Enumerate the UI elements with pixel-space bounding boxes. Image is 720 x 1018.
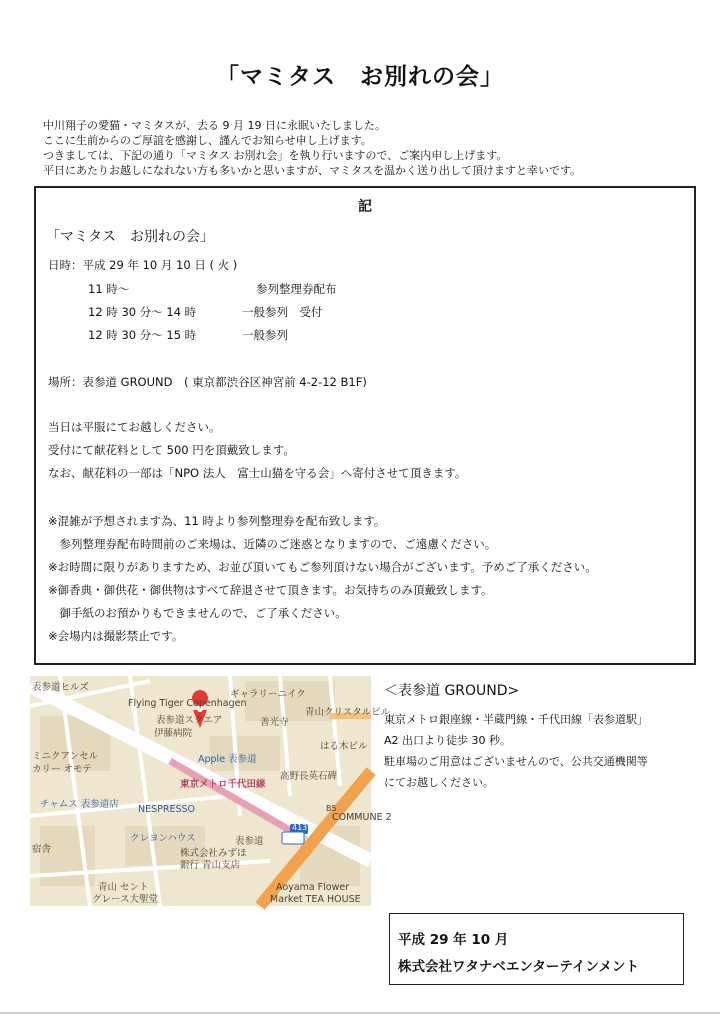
schedule-desc: 参列整理券配布 xyxy=(256,282,337,296)
map-label: カリー オモテ xyxy=(32,764,93,775)
notice-heading: 記 xyxy=(358,199,372,215)
intro-line: 中川翔子の愛猫・マミタスが、去る 9 月 19 日に永眠いたしました。 xyxy=(43,119,386,132)
note-line: ※御香典・御供花・御供物はすべて辞退させて頂きます。お気持ちのみ頂戴致します。 xyxy=(48,583,493,597)
map-label: COMMUNE 2 xyxy=(332,812,392,823)
map-label: 銀行 青山支店 xyxy=(180,860,241,871)
note-line: 御手紙のお預かりもできませんので、ご了承ください。 xyxy=(48,606,347,620)
area-map xyxy=(30,676,392,906)
note-line: ※混雑が予想されます為、11 時より参列整理券を配布致します。 xyxy=(48,514,386,528)
intro-line: ここに生前からのご厚誼を感謝し、謹んでお知らせ申し上げます。 xyxy=(43,134,372,147)
map-label: 表参道 xyxy=(235,836,264,847)
map-label: はる木ビル xyxy=(320,741,368,752)
intro-paragraph xyxy=(43,118,703,178)
map-label: Apple 表参道 xyxy=(198,754,257,765)
map-label: ギャラリーニイク xyxy=(230,689,306,700)
access-line: 東京メトロ銀座線・半蔵門線・千代田線「表参道駅」 xyxy=(384,713,648,726)
map-label: 表参道スクエア xyxy=(156,715,223,726)
schedule-time: 11 時〜 xyxy=(88,282,130,296)
access-line: 駐車場のご用意はございませんので、公共交通機関等 xyxy=(384,755,648,768)
map-label: 善光寺 xyxy=(260,717,289,728)
notice-box xyxy=(34,186,696,665)
route-shield-label: 413 xyxy=(292,823,308,832)
schedule-time: 12 時 30 分〜 14 時 xyxy=(88,305,197,319)
page-title: 「マミタス お別れの会」 xyxy=(216,64,504,90)
map-label: 東京メトロ千代田線 xyxy=(180,779,266,790)
schedule-time: 12 時 30 分〜 15 時 xyxy=(88,328,197,342)
map-label: 青山クリスタルビル xyxy=(305,707,391,718)
signature-date: 平成 29 年 10 月 xyxy=(398,932,509,948)
access-line: A2 出口より徒歩 30 秒。 xyxy=(384,734,512,747)
access-info xyxy=(384,709,648,793)
map-label: 青山 セント xyxy=(98,882,149,893)
event-title: 「マミタス お別れの会」 xyxy=(46,229,214,245)
event-place: 場所：表参道 GROUND ( 東京都渋谷区神宮前 4-2-12 B1F) xyxy=(48,375,367,389)
intro-line: つきましては、下記の通り「マミタス お別れ会」を執り行いますので、ご案内申し上げます。 xyxy=(43,149,508,162)
signature-box xyxy=(389,913,684,985)
map-label: 株式会社みずほ xyxy=(180,848,247,859)
map-label: 表参道ヒルズ xyxy=(32,682,89,693)
map-label: NESPRESSO xyxy=(138,804,196,815)
map-label: 高野長英石碑 xyxy=(280,771,338,782)
note-line: 参列整理券配布時間前のご来場は、近隣のご迷惑となりますので、ご遠慮ください。 xyxy=(48,537,497,551)
note-line: ※会場内は撮影禁止です。 xyxy=(48,629,184,643)
map-label: クレヨンハウス xyxy=(130,833,196,844)
info-line: 受付にて献花料として 500 円を頂戴致します。 xyxy=(48,443,295,457)
access-heading: ＜表参道 GROUND> xyxy=(384,683,520,699)
map-label: Flying Tiger Copenhagen xyxy=(128,698,247,709)
map-label: Market TEA HOUSE xyxy=(270,894,361,905)
info-line: なお、献花料の一部は「NPO 法人 富士山猫を守る会」へ寄付させて頂きます。 xyxy=(48,466,467,480)
map-label: グレース大聖堂 xyxy=(92,894,159,905)
schedule-desc: 一般参列 受付 xyxy=(242,305,323,319)
map-label: Aoyama Flower xyxy=(276,882,350,893)
schedule-desc: 一般参列 xyxy=(242,328,288,342)
page-bottom-rule xyxy=(0,1012,720,1014)
access-line: にてお越しください。 xyxy=(384,776,494,789)
map-label: ミニクアンセル xyxy=(32,751,99,762)
signature-company: 株式会社ワタナベエンターテインメント xyxy=(398,959,639,975)
station-icon xyxy=(282,832,304,844)
info-line: 当日は平服にてお越しください。 xyxy=(48,420,221,434)
event-date: 日時：平成 29 年 10 月 10 日 ( 火 ) xyxy=(48,258,238,272)
intro-line: 平日にあたりお越しになれない方も多いかと思いますが、マミタスを温かく送り出して頂けますと幸いです。 xyxy=(43,164,582,177)
note-line: ※お時間に限りがありますため、お並び頂いてもご参列頂けない場合がございます。予めご了承ください。 xyxy=(48,560,597,574)
map-label: チャムス 表参道店 xyxy=(40,799,119,810)
map-label: 伊藤病院 xyxy=(154,728,193,739)
map-label: 宿舎 xyxy=(32,844,52,855)
exit-label: B5 xyxy=(326,804,337,813)
